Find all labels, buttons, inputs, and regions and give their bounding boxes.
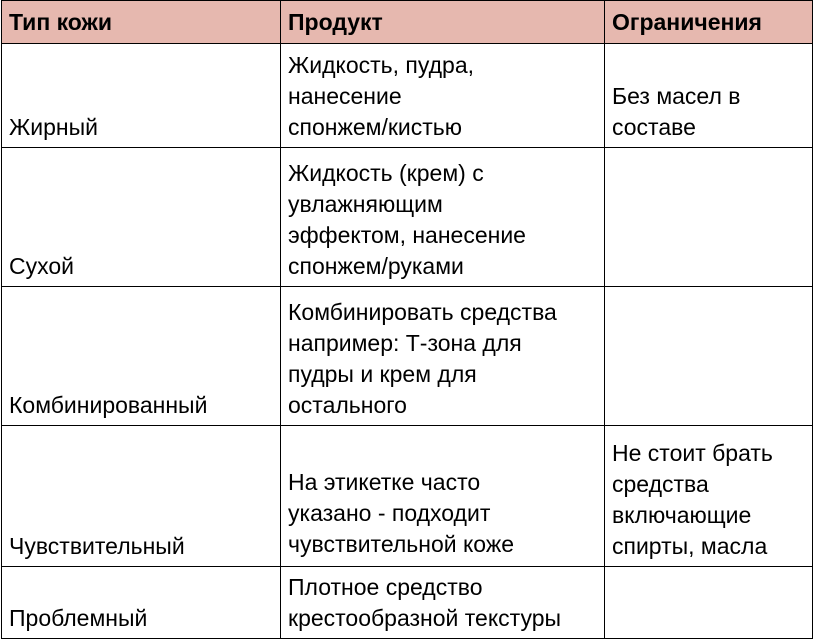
- table-row: [2, 287, 813, 426]
- cell-product: Плотное средство крестообразной текстуры: [281, 567, 605, 639]
- cell-restrictions: [605, 287, 813, 426]
- cell-skin-type: Сухой: [2, 148, 281, 287]
- table-row: [2, 567, 813, 639]
- cell-restrictions: [605, 567, 813, 639]
- cell-skin-type: Проблемный: [2, 567, 281, 639]
- skin-type-table: [1, 0, 813, 639]
- table-row: [2, 44, 813, 148]
- table-row: [2, 148, 813, 287]
- cell-skin-type: Комбинированный: [2, 287, 281, 426]
- cell-product: Жидкость (крем) с увлажняющим эффектом, нанесение спонжем/руками: [281, 148, 605, 287]
- cell-restrictions: Без масел в составе: [605, 44, 813, 148]
- cell-product: На этикетке часто указано - подходит чувствительной коже: [281, 426, 605, 567]
- header-restrictions: Ограничения: [605, 1, 813, 44]
- cell-restrictions: Не стоит брать средства включающие спирты, масла: [605, 426, 813, 567]
- cell-skin-type: Чувствительный: [2, 426, 281, 567]
- cell-product: Жидкость, пудра, нанесение спонжем/кистью: [281, 44, 605, 148]
- header-product: Продукт: [281, 1, 605, 44]
- cell-skin-type: Жирный: [2, 44, 281, 148]
- table-header-row: [2, 1, 813, 44]
- cell-product: Комбинировать средства например: Т-зона для пудры и крем для остального: [281, 287, 605, 426]
- cell-restrictions: [605, 148, 813, 287]
- table-row: [2, 426, 813, 567]
- header-skin-type: Тип кожи: [2, 1, 281, 44]
